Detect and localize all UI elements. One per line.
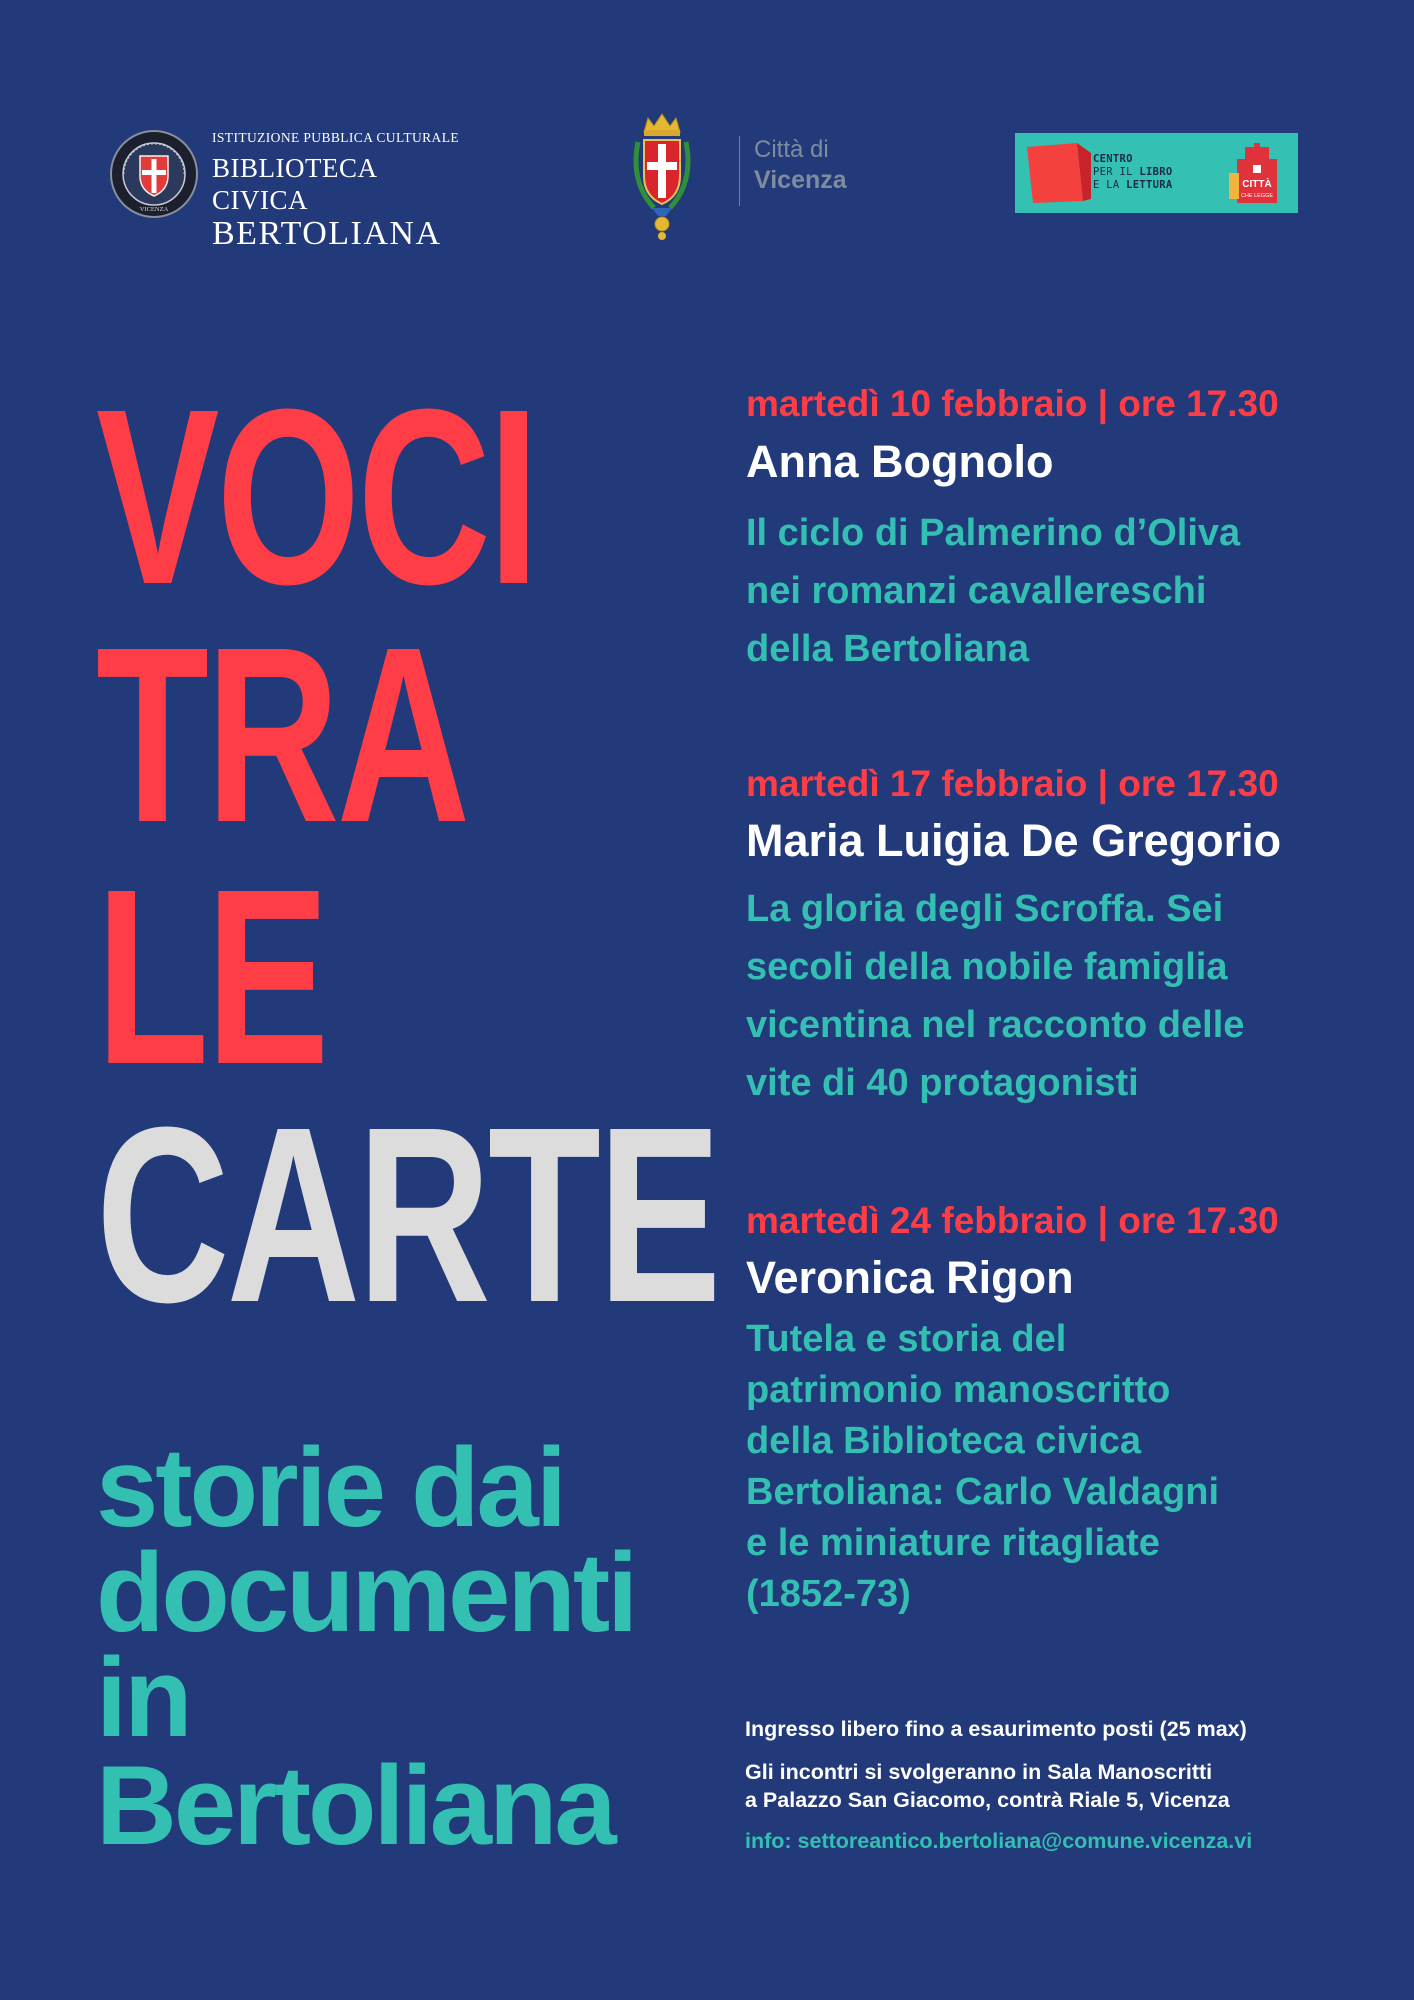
event-3-title-line: patrimonio manoscritto xyxy=(746,1369,1171,1411)
event-3-title-line: Tutela e storia del xyxy=(746,1318,1067,1360)
event-3-title xyxy=(746,1314,1346,1620)
logo-biblioteca-bertoliana xyxy=(110,128,460,252)
event-2-title-line: vite di 40 protagonisti xyxy=(746,1062,1139,1104)
vicenza-crest-icon xyxy=(632,112,692,242)
bertoliana-line-2: BIBLIOTECA CIVICA xyxy=(212,153,376,215)
event-1-title xyxy=(746,504,1346,678)
citta-che-legge-badge-icon xyxy=(1225,143,1289,205)
bertoliana-line-3: BERTOLIANA xyxy=(212,215,442,252)
event-1-date: martedì 10 febbraio | ore 17.30 xyxy=(746,383,1279,424)
info-venue-line-2: a Palazzo San Giacomo, contrà Riale 5, Vicenza xyxy=(745,1788,1230,1812)
event-1-speaker: Anna Bognolo xyxy=(746,436,1054,487)
event-2-title xyxy=(746,880,1346,1112)
bertoliana-line-1: ISTITUZIONE PUBBLICA CULTURALE xyxy=(212,130,459,145)
event-2-speaker: Maria Luigia De Gregorio xyxy=(746,815,1282,866)
event-3-date: martedì 24 febbraio | ore 17.30 xyxy=(746,1200,1279,1241)
centro-line-1: CENTRO xyxy=(1093,153,1133,165)
event-2-date: martedì 17 febbraio | ore 17.30 xyxy=(746,763,1279,804)
book-icon xyxy=(1025,141,1095,207)
event-3-speaker: Veronica Rigon xyxy=(746,1252,1074,1303)
logo-citta-di-vicenza xyxy=(632,112,872,244)
centro-line-3: E LA LETTURA xyxy=(1093,179,1173,191)
event-1-title-line: nei romanzi cavallereschi xyxy=(746,570,1207,612)
title-line-carte: CARTE xyxy=(96,1075,719,1354)
info-contact-email[interactable]: info: settoreantico.bertoliana@comune.vicenza.vi xyxy=(745,1829,1253,1853)
seal-text: VICENZA xyxy=(139,206,169,213)
event-2-title-line: secoli della nobile famiglia xyxy=(746,946,1228,988)
event-2-title-line: vicentina nel racconto delle xyxy=(746,1004,1245,1046)
event-3-title-line: della Biblioteca civica xyxy=(746,1420,1141,1462)
event-2-title-line: La gloria degli Scroffa. Sei xyxy=(746,888,1224,930)
info-venue-line-1: Gli incontri si svolgeranno in Sala Manoscritti xyxy=(745,1760,1213,1784)
event-3-title-line: Bertoliana: Carlo Valdagni xyxy=(746,1471,1219,1513)
title-line-tra: TRA xyxy=(96,595,468,874)
vicenza-citta-label: Città di xyxy=(754,136,829,163)
vicenza-city-label: Vicenza xyxy=(754,166,847,194)
title-line-voci: VOCI xyxy=(96,357,537,636)
event-3-title-line: e le miniature ritagliate xyxy=(746,1522,1160,1564)
subtitle-line-1: storie dai xyxy=(96,1425,564,1550)
subtitle-line-3: in xyxy=(96,1635,190,1760)
event-1-title-line: Il ciclo di Palmerino d’Oliva xyxy=(746,512,1241,554)
logo-centro-libro-lettura xyxy=(1015,133,1298,213)
badge-text-2: CHE LEGGE xyxy=(1240,193,1274,199)
subtitle-line-2: documenti xyxy=(96,1530,636,1655)
subtitle-line-4: Bertoliana xyxy=(96,1743,614,1868)
centro-line-2: PER IL LIBRO xyxy=(1093,166,1173,178)
info-entry-note: Ingresso libero fino a esaurimento posti (25 max) xyxy=(745,1717,1247,1741)
vicenza-divider xyxy=(739,136,740,206)
title-line-le: LE xyxy=(96,837,327,1116)
badge-text-1: CITTÀ xyxy=(1242,179,1272,190)
bertoliana-seal-icon xyxy=(110,130,198,218)
event-3-title-line: (1852-73) xyxy=(746,1573,911,1615)
event-1-title-line: della Bertoliana xyxy=(746,628,1029,670)
